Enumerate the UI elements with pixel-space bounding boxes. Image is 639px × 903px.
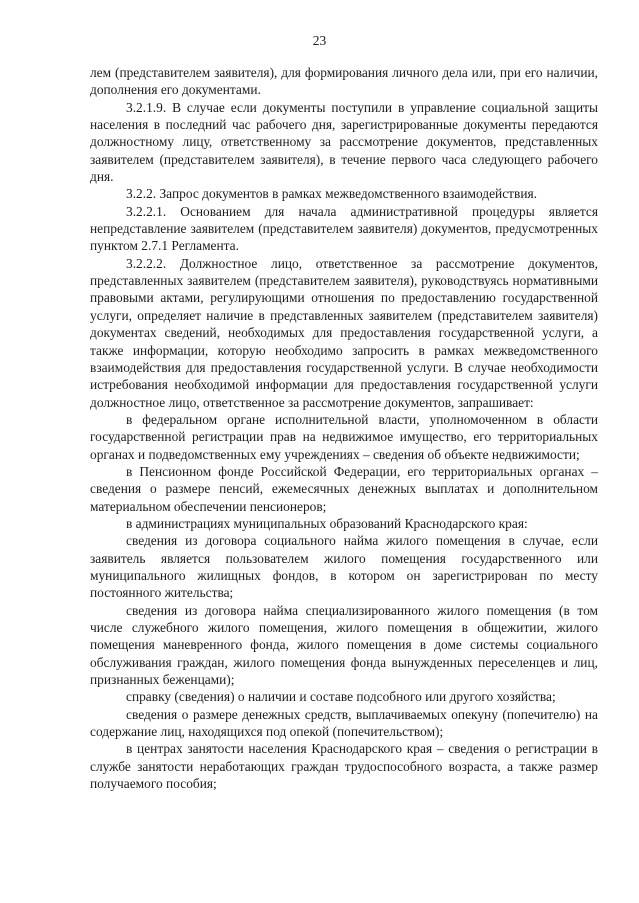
paragraph-pension-fund: в Пенсионном фонде Российской Федерации, его территориальных органах – сведения о размере пенсий, ежемесячных денежных выплатах и дополнительном материальном обеспечении пенсионеров; (90, 463, 598, 514)
paragraph-specialized-housing: сведения из договора найма специализированного жилого помещения (в том числе служебного жилого помещения, жилого помещения в общежитии, жилого помещения маневренного фонда, жилого помещения в доме системы социального обслуживания граждан, жилого помещения фонда вынужденных переселенцев и лиц, признанных беженцами); (90, 602, 598, 688)
paragraph-social-lease: сведения из договора социального найма жилого помещения в случае, если заявитель является пользователем жилого помещения государственного или муниципального жилищных фондов, в котором он зарегистрирован по месту постоянного жительства; (90, 533, 598, 601)
paragraph-guardian-payments: сведения о размере денежных средств, выплачиваемых опекуну (попечителю) на содержание лиц, находящихся под опекой (попечительством); (90, 706, 598, 740)
paragraph-3-2-2-1: 3.2.2.1. Основанием для начала административной процедуры является непредставление заявителем (представителем заявителя) документов, предусмотренных пунктом 2.7.1 Регламента. (90, 203, 598, 254)
paragraph-3-2-2: 3.2.2. Запрос документов в рамках межведомственного взаимодействия. (126, 186, 538, 202)
paragraph-federal-registration: в федеральном органе исполнительной власти, уполномоченном в области государственной регистрации прав на недвижимое имущество, его территориальных органах и подведомственных ему учреждениях – сведения об объекте недвижимости; (90, 411, 598, 462)
page-number: 23 (312, 33, 327, 48)
paragraph-employment-centers: в центрах занятости населения Краснодарского края – сведения о регистрации в службе занятости неработающих граждан трудоспособного возраста, а также размер получаемого пособия; (90, 741, 598, 792)
paragraph-continuation: лем (представителем заявителя), для формирования личного дела или, при его наличии, дополнения его документами. (90, 65, 598, 98)
paragraph-3-2-2-2: 3.2.2.2. Должностное лицо, ответственное за рассмотрение документов, представленных заявителем (представителем заявителя), руководствуясь нормативными правовыми актами, регулирующими отношения по предоставлению государственной услуги, определяет наличие в представленных заявителем (представителем заявителя) документах сведений, необходимых для предоставления государственной услуги, а также информации, которую необходимо запросить в рамках межведомственного взаимодействия для предоставления государственной услуги. В случае необходимости истребования необходимой информации для предоставления государственной услуги должностное лицо, ответственное за рассмотрение документов, запрашивает: (90, 255, 598, 410)
paragraph-3-2-1-9: 3.2.1.9. В случае если документы поступили в управление социальной защиты населения в последний час рабочего дня, зарегистрированные документы передаются должностному лицу, ответственному за рассмотрение документов, представленных заявителем (представителем заявителя), в течение первого часа следующего рабочего дня. (90, 99, 598, 185)
body-text (90, 64, 598, 792)
paragraph-household-certificate: справку (сведения) о наличии и составе подсобного или другого хозяйства; (126, 689, 556, 705)
paragraph-municipal-administrations: в администрациях муниципальных образований Краснодарского края: (126, 515, 528, 531)
